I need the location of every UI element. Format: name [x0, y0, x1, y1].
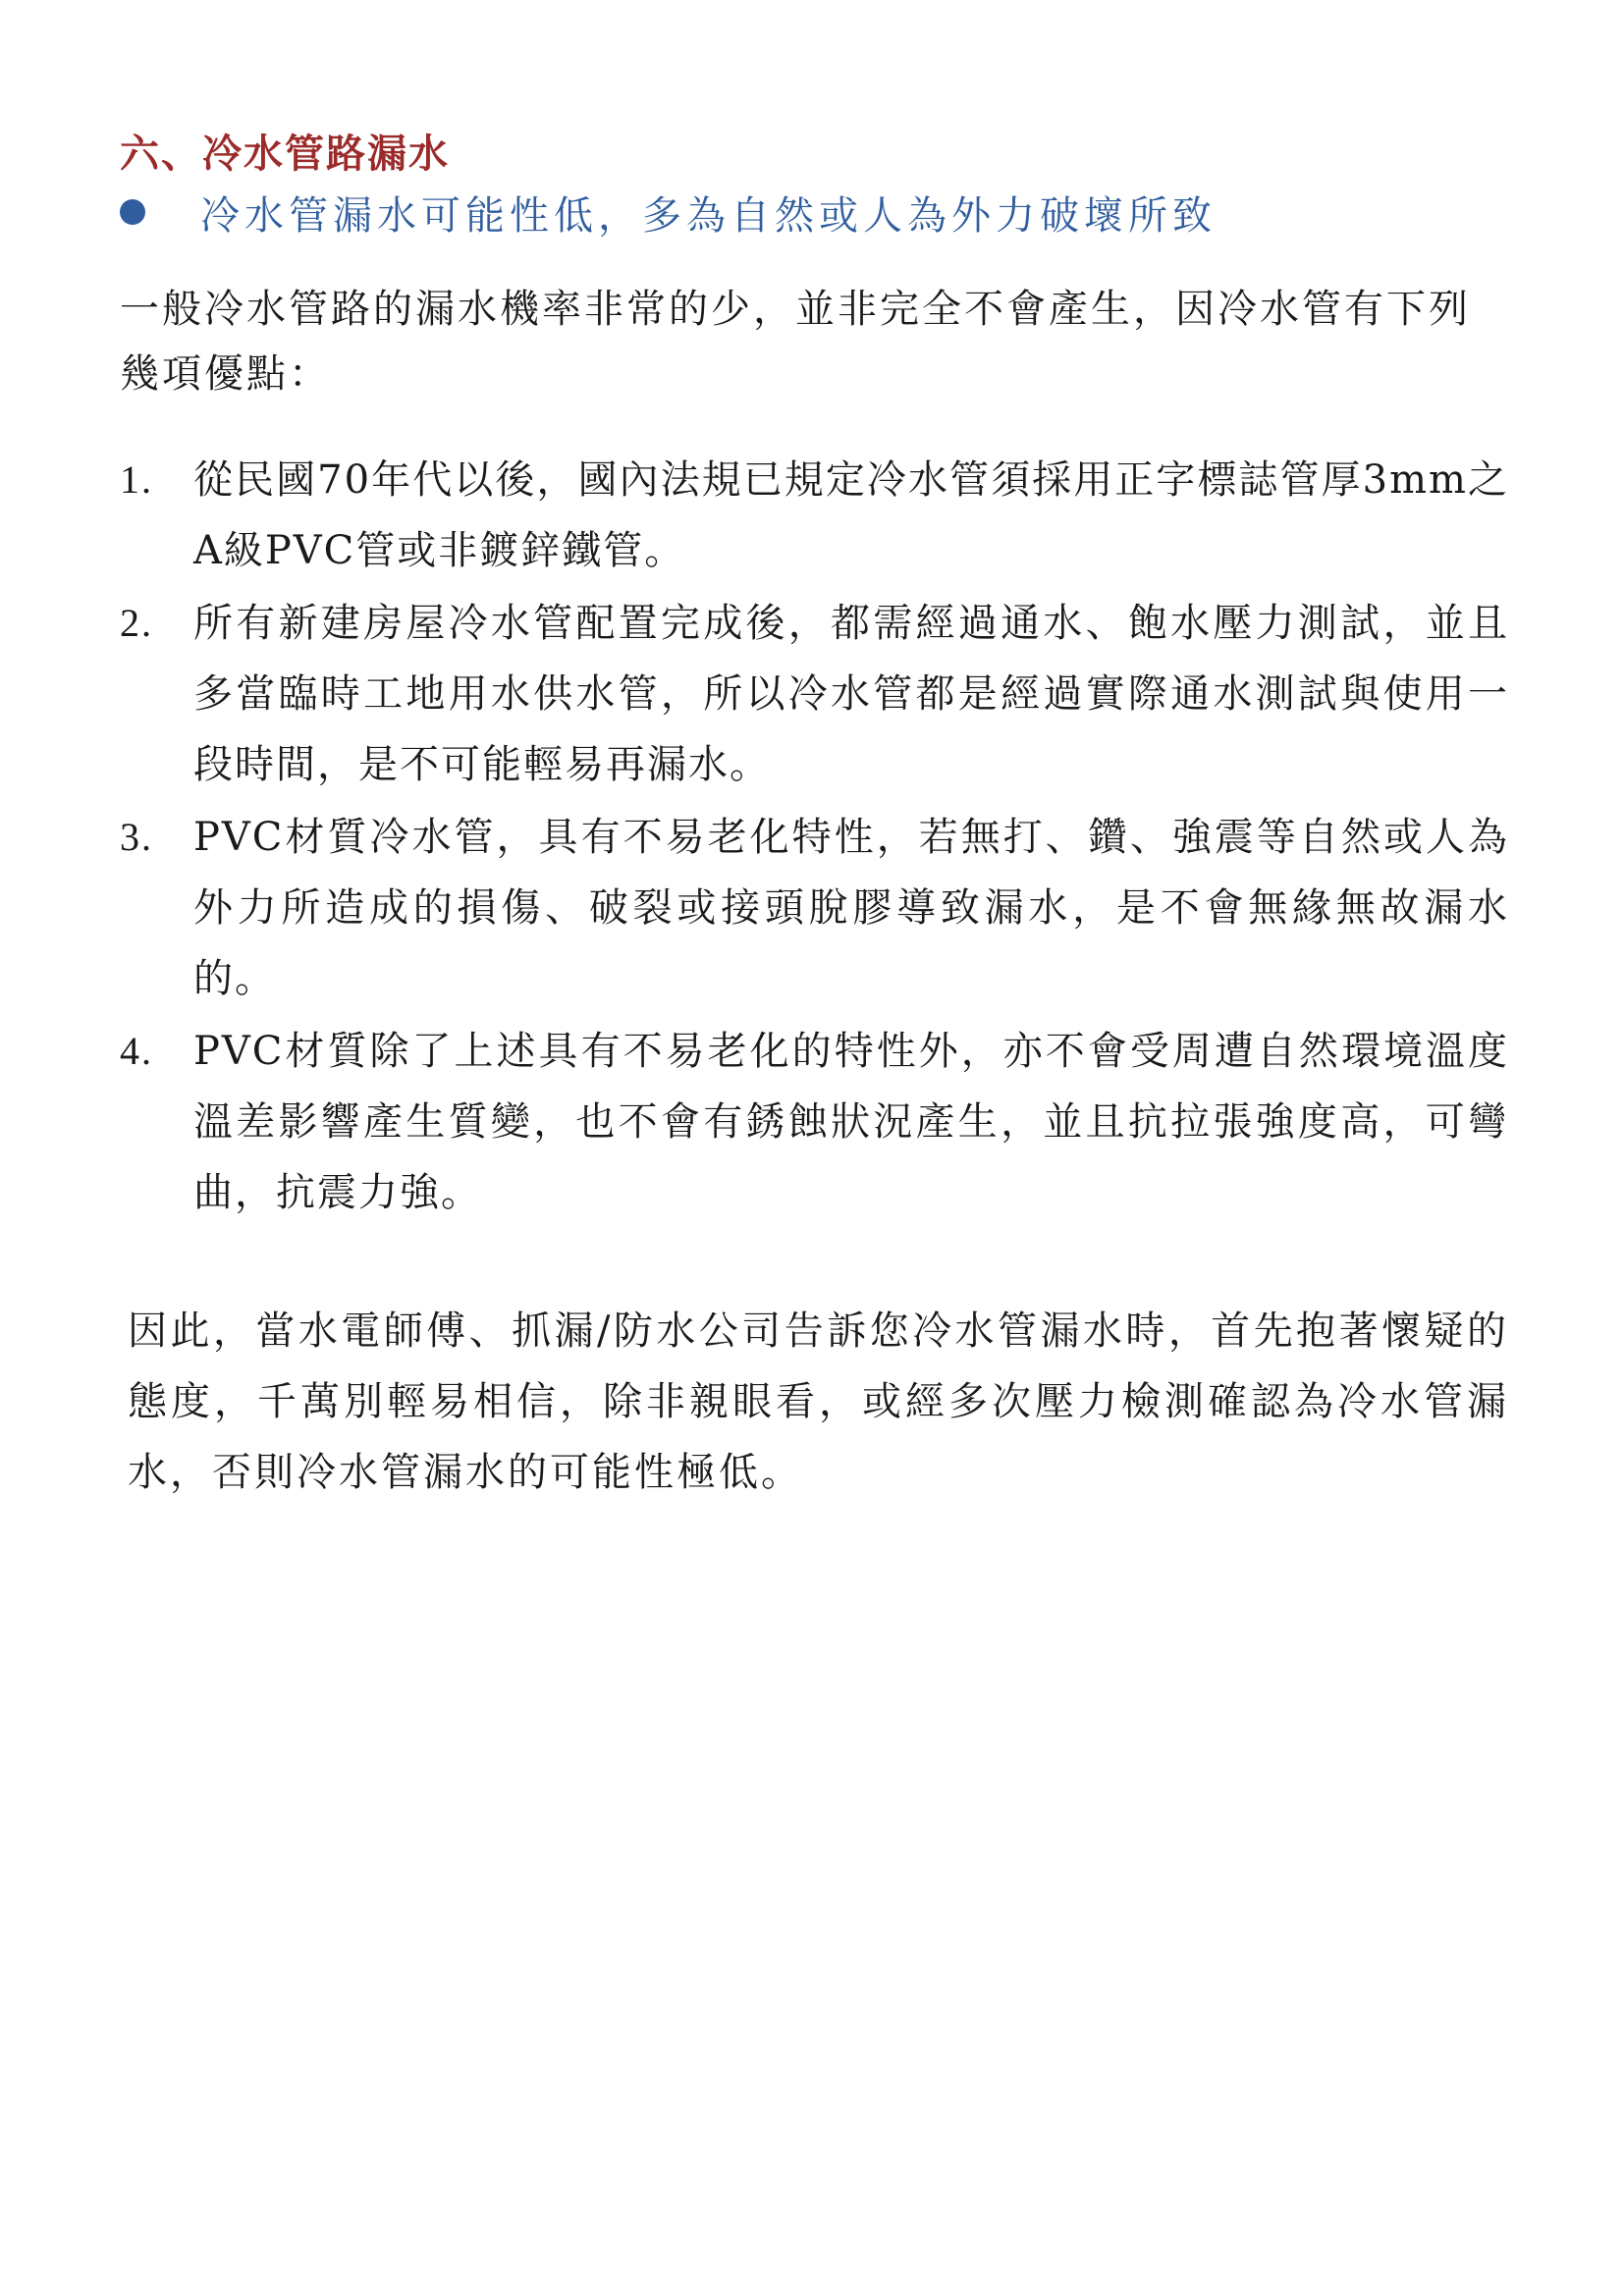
- list-item-number: 4.: [120, 1029, 153, 1073]
- key-point: [120, 185, 1217, 240]
- list-item-number: 3.: [120, 815, 153, 859]
- bullet-dot-icon: [120, 199, 145, 225]
- key-point-text: 冷水管漏水可能性低，多為自然或人為外力破壞所致: [200, 192, 1217, 239]
- advantages-list: [120, 445, 1509, 1230]
- conclusion-paragraph: 因此，當水電師傅、抓漏/防水公司告訴您冷水管漏水時，首先抱著懷疑的態度，千萬別輕易相信，除非親眼看，或經多次壓力檢測確認為冷水管漏水，否則冷水管漏水的可能性極低。: [128, 1308, 1509, 1495]
- list-item-text: PVC材質冷水管，具有不易老化特性，若無打、鑽、強震等自然或人為外力所造成的損傷、破裂或接頭脫膠導致漏水，是不會無緣無故漏水的。: [193, 815, 1509, 1001]
- list-item-text: PVC材質除了上述具有不易老化的特性外，亦不會受周遭自然環境溫度溫差影響產生質變，也不會有銹蝕狀況產生，並且抗拉張強度高，可彎曲，抗震力強。: [193, 1029, 1509, 1215]
- list-item: [120, 445, 1509, 586]
- list-item-text: 從民國70年代以後，國內法規已規定冷水管須採用正字標誌管厚3mm之A級PVC管或非鍍鋅鐵管。: [193, 457, 1509, 573]
- list-item: [120, 802, 1509, 1014]
- list-item-text: 所有新建房屋冷水管配置完成後，都需經過通水、飽水壓力測試，並且多當臨時工地用水供水管，所以冷水管都是經過實際通水測試與使用一段時間，是不可能輕易再漏水。: [193, 601, 1509, 787]
- list-item-number: 2.: [120, 601, 153, 645]
- list-item: [120, 588, 1509, 800]
- intro-paragraph: 一般冷水管路的漏水機率非常的少，並非完全不會產生，因冷水管有下列幾項優點：: [120, 287, 1471, 397]
- section-heading: 六、冷水管路漏水: [120, 130, 450, 177]
- list-item: [120, 1016, 1509, 1228]
- list-item-number: 1.: [120, 457, 153, 502]
